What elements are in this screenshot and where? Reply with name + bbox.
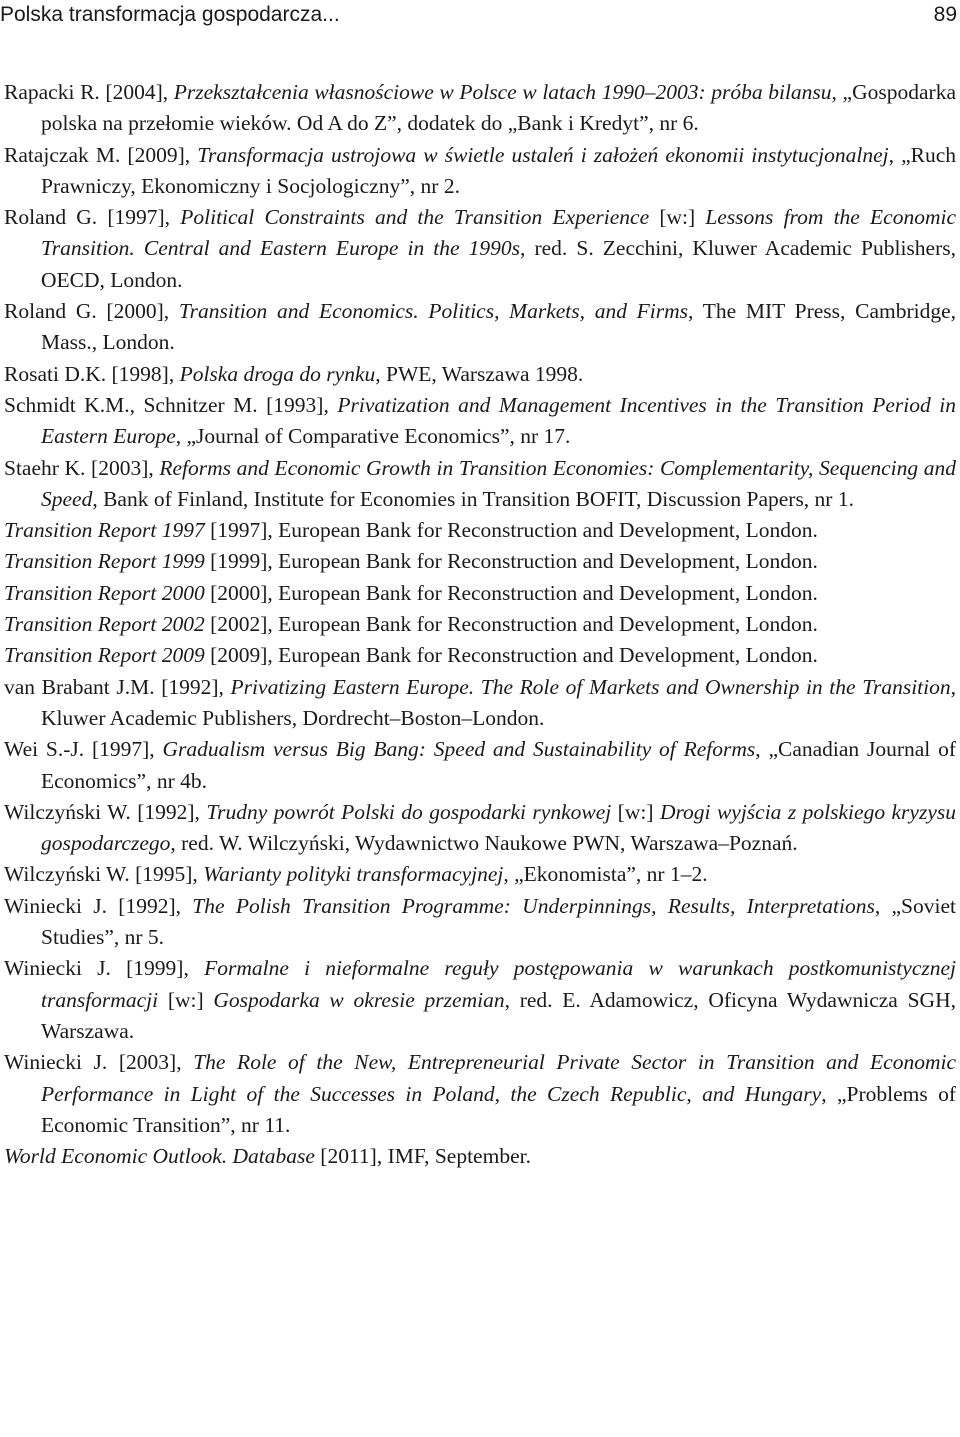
reference-entry [4, 859, 956, 890]
reference-title: The Role of the New, Entrepreneurial Private Sector in Transition and Economic Performance in Light of the Successes in Poland, the Czech Republic, and Hungary [41, 1050, 957, 1106]
reference-title: Formalne i nieformalne reguły postępowania w warunkach postkomunistycznej transformacji [41, 956, 957, 1012]
reference-text: Ratajczak M. [2009], [4, 142, 198, 167]
reference-title: Transition Report 2000 [4, 580, 205, 605]
reference-title: Reforms and Economic Growth in Transition Economies: Complementarity, Sequencing and Speed [41, 455, 956, 511]
reference-text: Winiecki J. [2003], [4, 1050, 194, 1075]
reference-title: Gospodarka w okresie przemian [213, 987, 505, 1012]
reference-text: Staehr K. [2003], [4, 455, 160, 480]
reference-title: Polska droga do rynku [179, 361, 376, 386]
reference-text: , red. S. Zecchini, Kluwer Academic Publishers, OECD, London. [41, 236, 956, 292]
reference-text: , red. W. Wilczyński, Wydawnictwo Naukowe PWN, Warszawa–Poznań. [170, 831, 798, 856]
reference-text: , „Journal of Comparative Economics”, nr 17. [175, 424, 571, 449]
reference-entry [4, 672, 956, 735]
reference-entry [4, 546, 956, 577]
page-number: 89 [933, 3, 957, 26]
reference-text: , „Gospodarka polska na przełomie wieków. Od A do Z”, dodatek do „Bank i Kredyt”, nr 6. [41, 80, 956, 136]
reference-title: Trudny powrót Polski do gospodarki rynkowej [206, 799, 612, 824]
reference-text: , Kluwer Academic Publishers, Dordrecht–Boston–London. [41, 674, 956, 730]
reference-text: Wilczyński W. [1995], [4, 862, 204, 887]
reference-title: Drogi wyjścia z polskiego kryzysu gospodarczego [41, 799, 956, 856]
reference-title: The Polish Transition Programme: Underpinnings, Results, Interpretations [192, 893, 875, 918]
reference-title: Transition Report 2002 [4, 612, 205, 637]
running-head-title: Polska transformacja gospodarcza... [0, 3, 340, 26]
reference-title: Lessons from the Economic Transition. Central and Eastern Europe in the 1990s [41, 205, 956, 261]
reference-title: Political Constraints and the Transition Experience [180, 205, 650, 230]
reference-text: , Bank of Finland, Institute for Economies in Transition BOFIT, Discussion Papers, nr 1. [92, 486, 854, 511]
reference-title: Transition Report 1997 [4, 518, 205, 543]
reference-entry [4, 640, 956, 671]
reference-text: , „Canadian Journal of Economics”, nr 4b. [41, 737, 956, 793]
reference-text: , PWE, Warszawa 1998. [375, 361, 584, 386]
reference-entry [4, 359, 956, 390]
reference-text: , red. E. Adamowicz, Oficyna Wydawnicza SGH, Warszawa. [41, 987, 956, 1043]
reference-entry [4, 953, 956, 1047]
reference-title: World Economic Outlook. Database [4, 1144, 315, 1169]
reference-text: , The MIT Press, Cambridge, Mass., London. [41, 299, 957, 355]
reference-text: Roland G. [1997], [4, 205, 181, 230]
reference-entry [4, 296, 956, 359]
reference-text: [1997], European Bank for Reconstruction and Development, London. [204, 518, 818, 543]
reference-text: [w:] [649, 205, 706, 230]
reference-text: [w:] [611, 799, 660, 824]
reference-text: Rapacki R. [2004], [4, 80, 174, 104]
reference-text: [1999], European Bank for Reconstruction and Development, London. [204, 549, 818, 574]
reference-entry [4, 891, 956, 954]
reference-text: Wei S.-J. [1997], [4, 737, 163, 762]
reference-text: [2000], European Bank for Reconstruction and Development, London. [204, 580, 818, 605]
reference-entry [4, 202, 956, 296]
reference-entry [4, 797, 956, 860]
reference-entry [4, 609, 956, 640]
reference-text: , „Ruch Prawniczy, Ekonomiczny i Socjologiczny”, nr 2. [41, 142, 957, 198]
reference-title: Transition Report 1999 [4, 549, 205, 574]
reference-text: Rosati D.K. [1998], [4, 361, 180, 386]
reference-text: , „Soviet Studies”, nr 5. [41, 893, 956, 950]
reference-text: Wilczyński W. [1992], [4, 799, 207, 824]
reference-text: Winiecki J. [1992], [4, 893, 193, 918]
reference-entry [4, 140, 956, 203]
reference-list [4, 77, 956, 1172]
reference-text: Winiecki J. [1999], [4, 956, 205, 981]
reference-title: Transition Report 2009 [4, 643, 205, 668]
reference-title: Transition and Economics. Politics, Markets, and Firms [178, 299, 689, 324]
reference-title: Privatization and Management Incentives in the Transition Period in Eastern Europe [41, 392, 956, 449]
reference-title: Privatizing Eastern Europe. The Role of Markets and Ownership in the Transition [230, 674, 951, 699]
reference-entry [4, 734, 956, 797]
reference-text: [2011], IMF, September. [314, 1144, 531, 1169]
reference-entry [4, 1141, 956, 1172]
reference-title: Gradualism versus Big Bang: Speed and Sustainability of Reforms [162, 737, 756, 762]
reference-title: Przekształcenia własnościowe w Polsce w latach 1990–2003: próba bilansu [173, 80, 832, 104]
reference-text: [2002], European Bank for Reconstruction and Development, London. [204, 612, 818, 637]
reference-text: [2009], European Bank for Reconstruction and Development, London. [204, 643, 818, 668]
reference-text: , „Problems of Economic Transition”, nr 11. [41, 1081, 956, 1137]
reference-title: Warianty polityki transformacyjnej [203, 862, 504, 887]
reference-text: Roland G. [2000], [4, 299, 179, 324]
reference-entry [4, 578, 956, 609]
reference-text: Schmidt K.M., Schnitzer M. [1993], [4, 392, 338, 417]
reference-entry [4, 515, 956, 546]
reference-entry [4, 1047, 956, 1141]
reference-text: van Brabant J.M. [1992], [4, 674, 231, 699]
reference-title: Transformacja ustrojowa w świetle ustaleń i założeń ekonomii instytucjonalnej [197, 142, 889, 167]
reference-entry [4, 390, 956, 453]
reference-entry [4, 453, 956, 516]
reference-text: [w:] [158, 987, 214, 1012]
reference-entry [4, 77, 956, 140]
running-head [0, 0, 960, 40]
reference-text: , „Ekonomista”, nr 1–2. [503, 862, 708, 887]
